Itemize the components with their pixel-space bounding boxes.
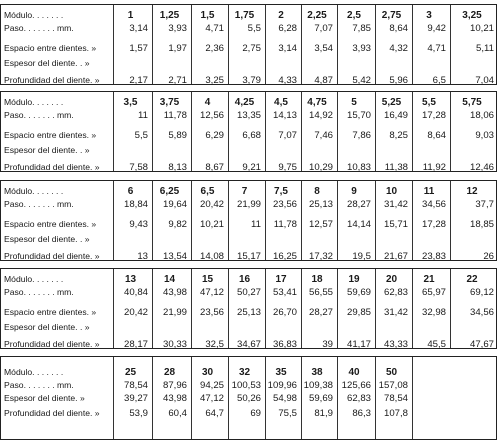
profundidad-value: 16,25 (272, 251, 297, 262)
modulo-value: 6 (127, 186, 134, 197)
espacio-value: 18,85 (469, 219, 494, 230)
row-label: Espacio entre dientes. » (4, 43, 97, 53)
paso-value: 5,5 (247, 23, 261, 34)
profundidad-value: 6,5 (432, 75, 446, 86)
profundidad-value: 7,04 (475, 75, 494, 86)
espacio-value: 3,14 (278, 43, 297, 54)
espacio-value: 34,56 (469, 307, 494, 318)
paso-value: 109,38 (303, 380, 333, 391)
espacio-value: 29,85 (346, 307, 371, 318)
modulo-value: 21 (423, 274, 435, 285)
row-label: Profundidad del diente. » (4, 75, 100, 85)
modulo-value: 2,75 (381, 10, 402, 21)
modulo-value: 15 (201, 274, 214, 285)
modulo-value: 18 (311, 274, 323, 285)
row-label: Espacio entre dientes. » (4, 219, 97, 229)
row-label: Espesor del diente. . » (4, 58, 90, 68)
modulo-value: 3 (426, 10, 432, 21)
profundidad-value: 34,67 (236, 339, 261, 350)
paso-value: 3,93 (168, 23, 187, 34)
paso-value: 47,12 (199, 287, 224, 298)
row-label: Espesor del diente. . » (4, 145, 90, 155)
profundidad-value: 43,33 (383, 339, 408, 350)
espacio-value: 5,5 (134, 130, 148, 141)
espacio-value: 7,86 (352, 130, 371, 141)
espesor-value: 43,98 (162, 393, 187, 404)
profundidad-value: 10,83 (346, 162, 371, 173)
profundidad-value: 8,67 (205, 162, 224, 173)
modulo-value: 5,25 (381, 97, 402, 108)
paso-value: 53,41 (272, 287, 297, 298)
row-label: Espacio entre dientes. » (4, 130, 97, 140)
modulo-value: 2,25 (307, 10, 327, 21)
table-block-4 (0, 268, 497, 349)
profundidad-value: 41,17 (346, 339, 371, 350)
paso-value: 43,98 (162, 287, 187, 298)
espacio-value: 8,25 (389, 130, 408, 141)
profundidad-value: 13 (137, 251, 148, 262)
row-label: Profundidad del diente. » (4, 162, 100, 172)
paso-value: 14,13 (272, 110, 297, 121)
profundidad-value: 9,75 (278, 162, 297, 173)
paso-value: 69,12 (469, 287, 494, 298)
modulo-value: 7,5 (274, 186, 288, 197)
row-label: Espesor del diente. . » (4, 234, 90, 244)
modulo-value: 12 (466, 186, 478, 197)
profundidad-value: 2,17 (129, 75, 148, 86)
column-divider (412, 357, 413, 439)
profundidad-value: 17,32 (308, 251, 333, 262)
profundidad-value: 15,17 (236, 251, 261, 262)
profundidad-value: 53,9 (129, 408, 148, 419)
row-label: Paso. . . . . . . mm. (4, 199, 74, 209)
profundidad-value: 13,54 (162, 251, 187, 262)
espacio-value: 8,64 (427, 130, 446, 141)
profundidad-value: 107,8 (383, 408, 408, 419)
espacio-value: 21,99 (162, 307, 187, 318)
modulo-value: 3,25 (462, 10, 482, 21)
modulo-value: 3,75 (159, 97, 180, 108)
espacio-value: 3,93 (352, 43, 371, 54)
paso-value: 65,97 (421, 287, 446, 298)
row-label: Paso. . . . . . . mm. (4, 287, 74, 297)
row-label: Espesor del diente. . » (4, 322, 90, 332)
modulo-value: 5,75 (462, 97, 482, 108)
paso-value: 19,64 (162, 199, 187, 210)
espacio-value: 9,03 (475, 130, 494, 141)
paso-value: 15,70 (346, 110, 371, 121)
paso-value: 6,28 (278, 23, 297, 34)
paso-value: 16,49 (383, 110, 408, 121)
profundidad-value: 39 (322, 339, 333, 350)
paso-value: 3,14 (129, 23, 148, 34)
paso-value: 4,71 (205, 23, 224, 34)
espacio-value: 4,32 (389, 43, 408, 54)
paso-value: 7,85 (352, 23, 371, 34)
modulo-value: 20 (385, 274, 398, 285)
modulo-value: 50 (385, 367, 398, 378)
paso-value: 12,56 (199, 110, 224, 121)
modulo-value: 22 (466, 274, 478, 285)
modulo-value: 17 (275, 274, 287, 285)
profundidad-value: 9,21 (242, 162, 261, 173)
espacio-value: 32,98 (421, 307, 446, 318)
row-label: Módulo. . . . . . . (4, 10, 64, 20)
profundidad-value: 86,3 (352, 408, 371, 419)
profundidad-value: 26 (483, 251, 494, 262)
paso-value: 87,96 (162, 380, 187, 391)
row-label: Módulo. . . . . . . (4, 186, 64, 196)
profundidad-value: 2,71 (168, 75, 187, 86)
profundidad-value: 21,67 (383, 251, 408, 262)
profundidad-value: 4,33 (278, 75, 297, 86)
modulo-value: 40 (348, 367, 360, 378)
espacio-value: 25,13 (236, 307, 261, 318)
paso-value: 21,99 (236, 199, 261, 210)
row-labels (1, 181, 113, 260)
espacio-value: 11 (251, 219, 261, 230)
paso-value: 11,78 (163, 110, 187, 121)
modulo-value: 28 (163, 367, 176, 378)
row-label: Módulo. . . . . . . (4, 97, 64, 107)
profundidad-value: 10,29 (308, 162, 333, 173)
espacio-value: 28,27 (308, 307, 333, 318)
profundidad-value: 36,83 (272, 339, 297, 350)
espesor-value: 39,27 (123, 393, 148, 404)
row-label: Espacio entre dientes. » (4, 307, 97, 317)
espacio-value: 12,57 (308, 219, 333, 230)
paso-value: 14,92 (308, 110, 333, 121)
espacio-value: 9,82 (168, 219, 187, 230)
row-label: Espesor del diente. » (4, 393, 85, 403)
modulo-value: 4,5 (274, 97, 288, 108)
row-label: Módulo. . . . . . . (4, 274, 64, 284)
modulo-value: 30 (201, 367, 214, 378)
modulo-value: 38 (311, 367, 323, 378)
profundidad-value: 23,83 (421, 251, 446, 262)
row-label: Paso. . . . . . . mm. (4, 23, 74, 33)
modulo-value: 11 (423, 186, 435, 197)
espesor-value: 50,26 (236, 393, 261, 404)
paso-value: 109,96 (267, 380, 297, 391)
modulo-value: 4,25 (234, 97, 255, 108)
paso-value: 40,84 (123, 287, 148, 298)
espacio-value: 9,43 (129, 219, 148, 230)
paso-value: 56,55 (308, 287, 333, 298)
modulo-value: 14 (163, 274, 176, 285)
espesor-value: 59,69 (308, 393, 333, 404)
espacio-value: 5,11 (476, 43, 494, 54)
paso-value: 18,84 (123, 199, 148, 210)
modulo-value: 3,5 (123, 97, 138, 108)
table-block-5 (0, 356, 497, 440)
espacio-value: 3,54 (314, 43, 333, 54)
profundidad-value: 8,13 (168, 162, 187, 173)
row-label: Paso. . . . . . . mm. (4, 380, 74, 390)
paso-value: 125,66 (341, 380, 371, 391)
paso-value: 20,42 (199, 199, 224, 210)
modulo-value: 1,5 (200, 10, 215, 21)
paso-value: 100,53 (231, 380, 261, 391)
espacio-value: 1,57 (129, 43, 148, 54)
modulo-value: 5 (351, 97, 357, 108)
profundidad-value: 64,7 (205, 408, 224, 419)
paso-value: 7,07 (314, 23, 333, 34)
espacio-value: 20,42 (123, 307, 148, 318)
espesor-value: 62,83 (346, 393, 371, 404)
profundidad-value: 45,5 (427, 339, 446, 350)
modulo-value: 13 (124, 274, 137, 285)
profundidad-value: 75,5 (278, 408, 297, 419)
row-labels (1, 269, 113, 348)
row-label: Profundidad del diente. » (4, 251, 100, 261)
modulo-value: 5,5 (422, 97, 436, 108)
modulo-value: 9 (351, 186, 357, 197)
espacio-value: 11,78 (273, 219, 297, 230)
modulo-value: 25 (124, 367, 137, 378)
espacio-value: 15,71 (383, 219, 408, 230)
modulo-value: 2 (278, 10, 284, 21)
paso-value: 11 (138, 110, 148, 121)
paso-value: 10,21 (469, 23, 494, 34)
paso-value: 8,64 (389, 23, 408, 34)
paso-value: 157,08 (378, 380, 408, 391)
paso-value: 50,27 (236, 287, 261, 298)
modulo-value: 6,25 (159, 186, 180, 197)
modulo-value: 1,25 (159, 10, 180, 21)
paso-value: 25,13 (308, 199, 333, 210)
paso-value: 59,69 (346, 287, 371, 298)
profundidad-value: 5,96 (389, 75, 408, 86)
paso-value: 94,25 (199, 380, 224, 391)
profundidad-value: 28,17 (123, 339, 148, 350)
modulo-value: 1 (127, 10, 134, 21)
modulo-value: 1,75 (234, 10, 255, 21)
paso-value: 31,42 (383, 199, 408, 210)
modulo-value: 4,75 (307, 97, 327, 108)
paso-value: 37,7 (475, 199, 494, 210)
espesor-value: 47,12 (199, 393, 224, 404)
espacio-value: 17,28 (421, 219, 446, 230)
modulo-value: 16 (238, 274, 251, 285)
espacio-value: 26,70 (272, 307, 297, 318)
espacio-value: 2,36 (205, 43, 224, 54)
profundidad-value: 7,58 (129, 162, 148, 173)
table-block-3 (0, 180, 497, 261)
espacio-value: 7,46 (314, 130, 333, 141)
profundidad-value: 11,92 (422, 162, 446, 173)
modulo-value: 2,5 (347, 10, 361, 21)
profundidad-value: 3,79 (242, 75, 261, 86)
profundidad-value: 60,4 (168, 408, 187, 419)
espacio-value: 10,21 (199, 219, 224, 230)
row-labels (1, 92, 113, 171)
espesor-value: 78,54 (383, 393, 408, 404)
espacio-value: 1,97 (168, 43, 187, 54)
profundidad-value: 4,87 (314, 75, 333, 86)
paso-value: 34,56 (421, 199, 446, 210)
paso-value: 62,83 (383, 287, 408, 298)
espacio-value: 14,14 (346, 219, 371, 230)
paso-value: 23,56 (272, 199, 297, 210)
row-label: Profundidad del diente. » (4, 339, 100, 349)
profundidad-value: 19,5 (352, 251, 371, 262)
paso-value: 9,42 (427, 23, 446, 34)
espacio-value: 6,29 (205, 130, 224, 141)
row-label: Paso. . . . . . . mm. (4, 110, 74, 120)
modulo-value: 8 (314, 186, 320, 197)
modulo-value: 6,5 (200, 186, 215, 197)
espacio-value: 6,68 (242, 130, 261, 141)
paso-value: 17,28 (421, 110, 446, 121)
table-block-1 (0, 4, 497, 85)
profundidad-value: 32,5 (205, 339, 224, 350)
row-label: Profundidad del diente. » (4, 408, 100, 418)
profundidad-value: 12,46 (469, 162, 494, 173)
paso-value: 78,54 (123, 380, 148, 391)
paso-value: 28,27 (346, 199, 371, 210)
profundidad-value: 11,38 (384, 162, 408, 173)
profundidad-value: 81,9 (314, 408, 333, 419)
espacio-value: 5,89 (168, 130, 187, 141)
profundidad-value: 5,42 (352, 75, 371, 86)
modulo-value: 35 (275, 367, 287, 378)
espesor-value: 54,98 (272, 393, 297, 404)
espacio-value: 23,56 (199, 307, 224, 318)
espacio-value: 7,07 (278, 130, 297, 141)
table-block-2 (0, 91, 497, 172)
espacio-value: 4,71 (427, 43, 446, 54)
espacio-value: 31,42 (383, 307, 408, 318)
row-labels (1, 5, 113, 84)
profundidad-value: 69 (250, 408, 261, 419)
paso-value: 18,06 (469, 110, 494, 121)
espacio-value: 2,75 (242, 43, 261, 54)
modulo-value: 19 (348, 274, 360, 285)
profundidad-value: 30,33 (162, 339, 187, 350)
profundidad-value: 47,67 (469, 339, 494, 350)
row-label: Módulo. . . . . . . (4, 367, 64, 377)
modulo-value: 32 (238, 367, 251, 378)
modulo-value: 4 (204, 97, 211, 108)
modulo-value: 10 (385, 186, 398, 197)
profundidad-value: 3,25 (205, 75, 224, 86)
modulo-value: 7 (241, 186, 248, 197)
row-labels (1, 357, 113, 439)
profundidad-value: 14,08 (199, 251, 224, 262)
paso-value: 13,35 (236, 110, 261, 121)
